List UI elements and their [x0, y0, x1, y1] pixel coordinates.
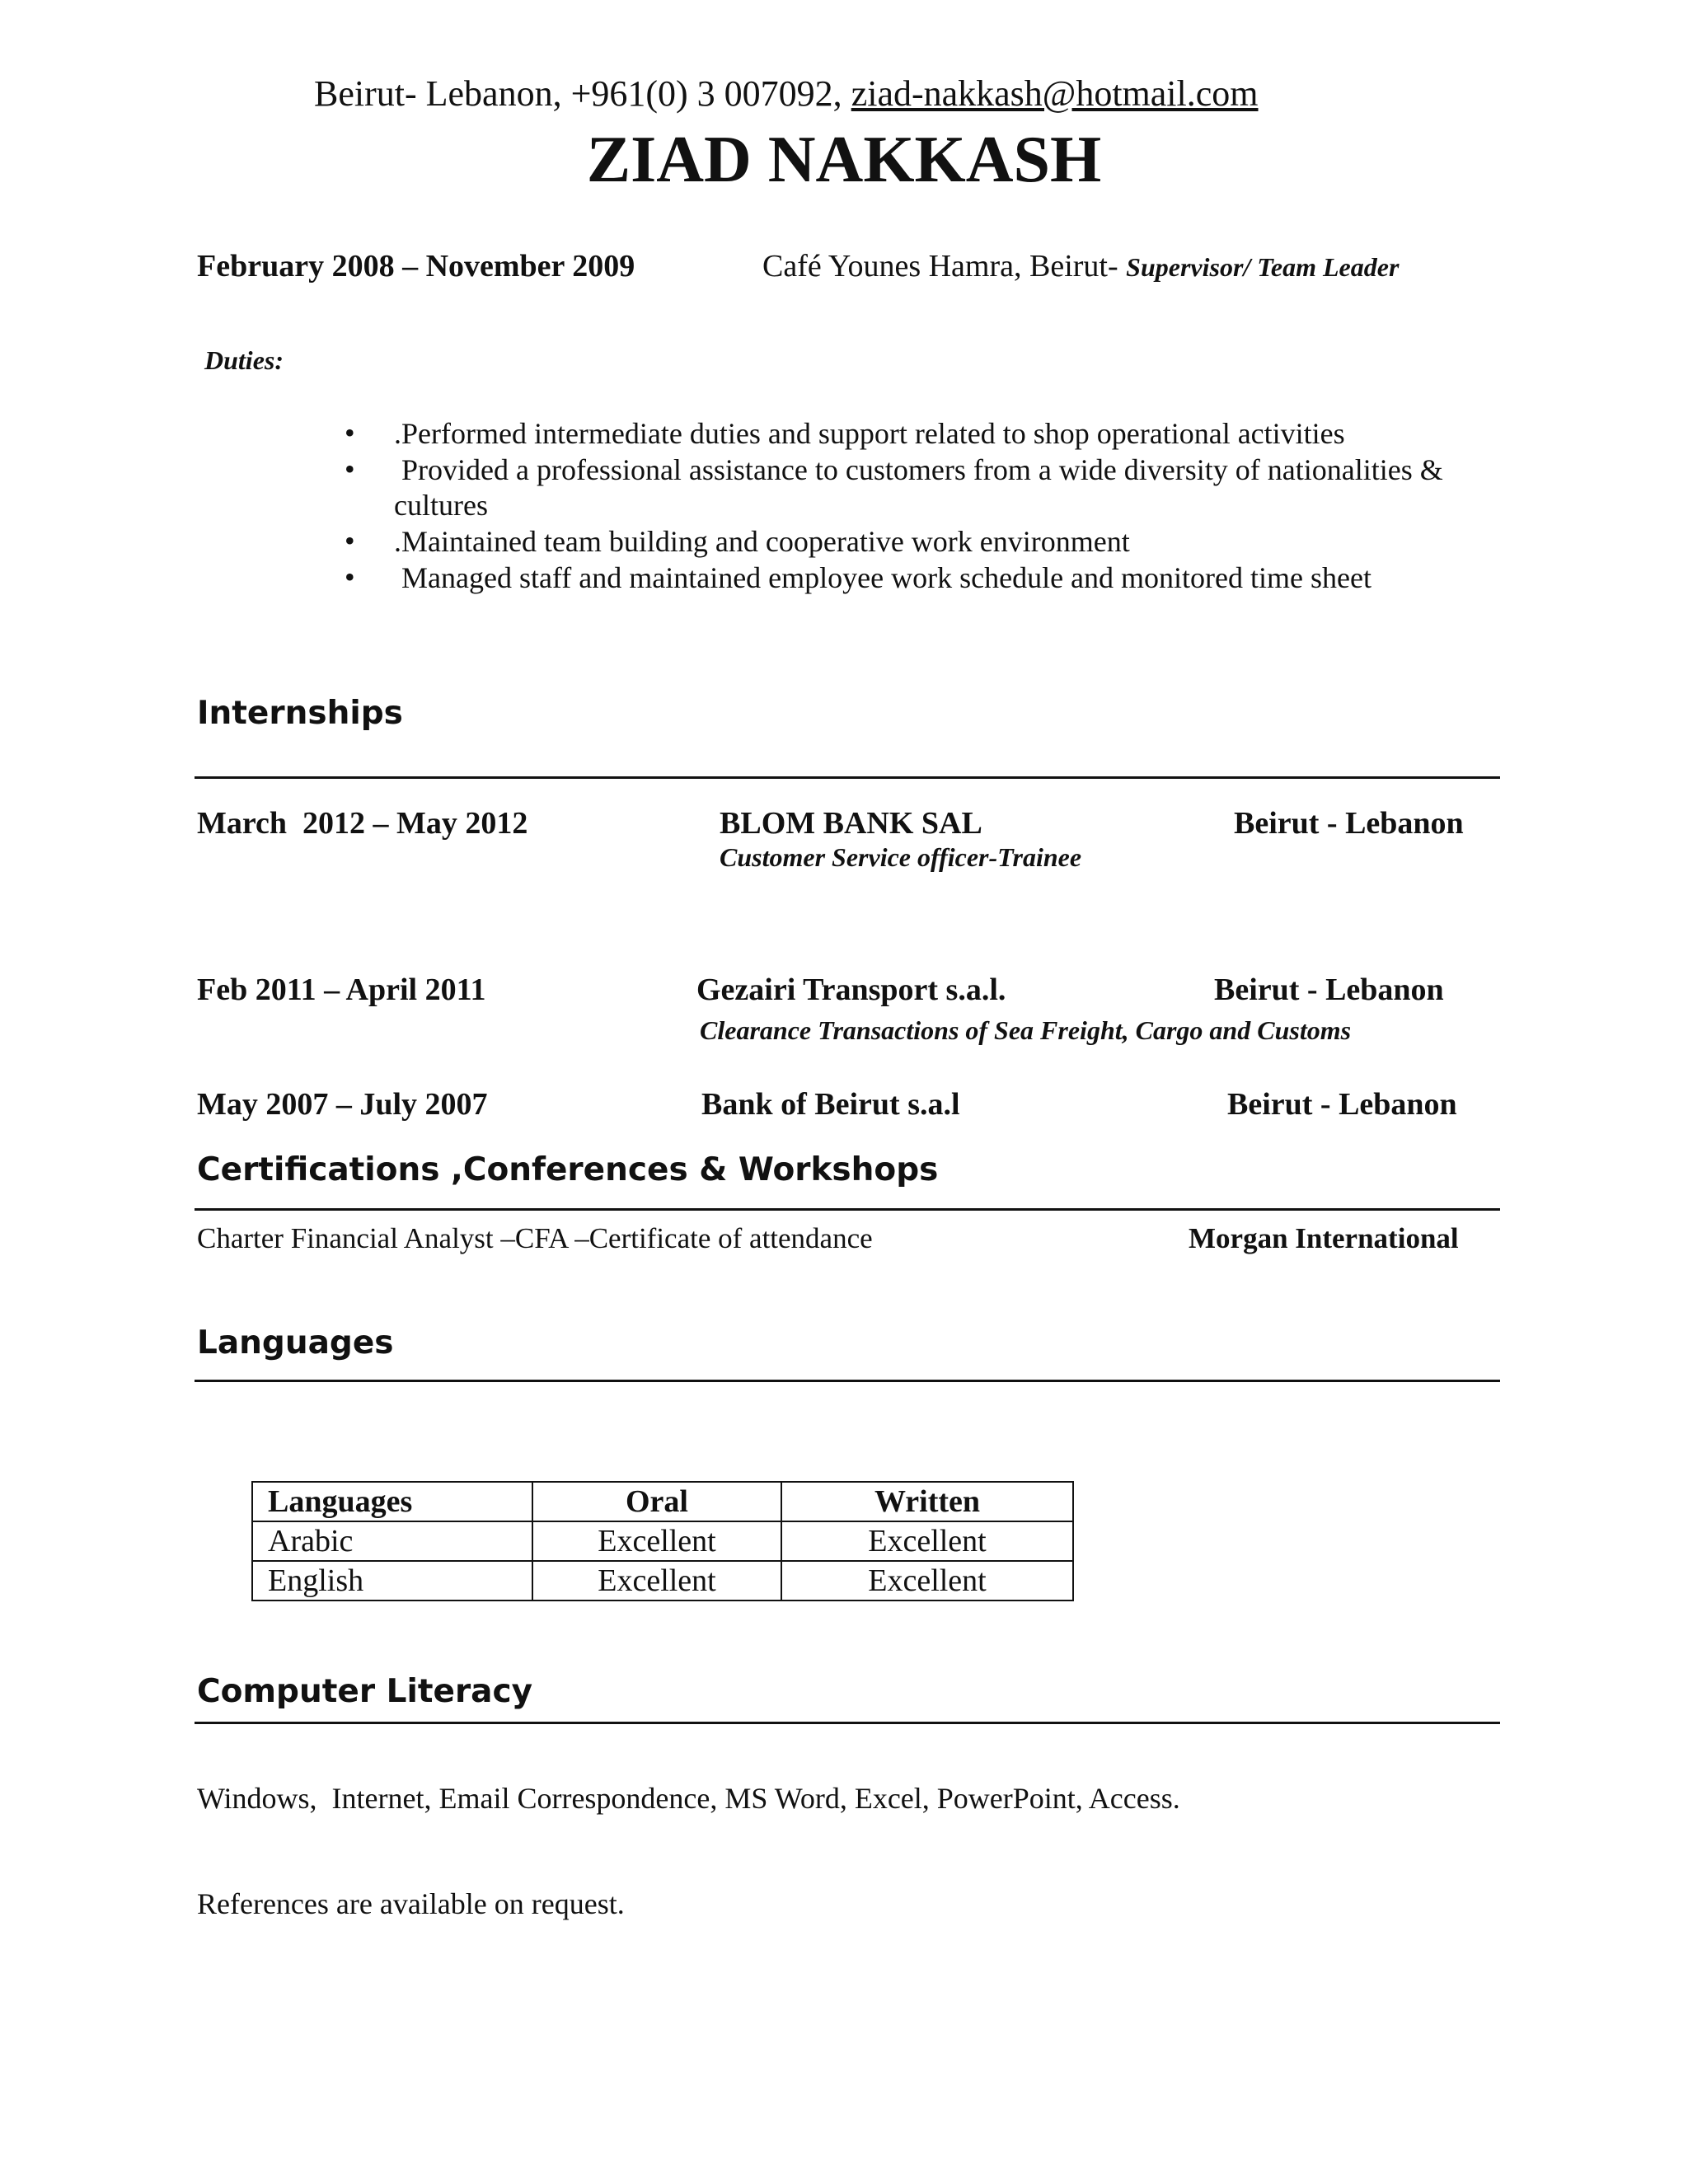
table-cell: Excellent: [781, 1521, 1073, 1561]
table-row: [252, 1561, 1073, 1601]
table-header-cell: Oral: [532, 1482, 781, 1521]
candidate-name: ZIAD NAKKASH: [586, 124, 1102, 196]
duty-item-continuation: cultures: [394, 489, 488, 522]
internship-company: Bank of Beirut s.a.l: [701, 1087, 960, 1122]
internship-role: Clearance Transactions of Sea Freight, Cargo and Customs: [700, 1015, 1352, 1045]
experience-employer-line: [762, 247, 1399, 286]
experience-employer: Café Younes Hamra, Beirut-: [762, 249, 1127, 284]
languages-table: [251, 1481, 1074, 1601]
duty-item: Provided a professional assistance to customers from a wide diversity of nationalities &: [394, 453, 1443, 486]
section-divider: [195, 776, 1500, 779]
internship-location: Beirut - Lebanon: [1227, 1087, 1457, 1122]
internship-company: BLOM BANK SAL: [720, 806, 982, 841]
table-cell: Excellent: [781, 1561, 1073, 1601]
duty-item: .Maintained team building and cooperative work environment: [394, 525, 1130, 558]
internship-location: Beirut - Lebanon: [1214, 972, 1444, 1007]
section-divider: [195, 1208, 1500, 1211]
table-row: [252, 1521, 1073, 1561]
email-link[interactable]: ziad-nakkash@hotmail.com: [851, 73, 1259, 114]
bullet-dot: •: [345, 560, 355, 593]
internship-location: Beirut - Lebanon: [1234, 806, 1464, 841]
experience-role: Supervisor/ Team Leader: [1126, 252, 1400, 282]
computer-skills: Windows, Internet, Email Correspondence, MS Word, Excel, PowerPoint, Access.: [197, 1782, 1180, 1815]
table-cell: English: [252, 1561, 532, 1601]
duty-item: Managed staff and maintained employee work schedule and monitored time sheet: [394, 561, 1372, 594]
table-header-cell: Languages: [252, 1482, 532, 1521]
experience-dates: February 2008 – November 2009: [197, 249, 635, 284]
section-heading-certifications: Certifications ,Conferences & Workshops: [197, 1151, 939, 1188]
duties-label: Duties:: [204, 345, 284, 375]
internship-dates: May 2007 – July 2007: [197, 1087, 488, 1122]
bullet-dot: •: [345, 524, 355, 557]
table-cell: Excellent: [532, 1561, 781, 1601]
internship-role: Customer Service officer-Trainee: [720, 842, 1082, 872]
certification-item: Charter Financial Analyst –CFA –Certificate of attendance: [197, 1222, 873, 1254]
certification-provider: Morgan International: [1189, 1222, 1459, 1254]
internship-dates: Feb 2011 – April 2011: [197, 972, 486, 1007]
section-divider: [195, 1722, 1500, 1724]
bullet-dot: •: [345, 452, 355, 485]
section-heading-languages: Languages: [197, 1324, 394, 1361]
table-cell: Excellent: [532, 1521, 781, 1561]
section-heading-computer-literacy: Computer Literacy: [197, 1673, 533, 1710]
contact-line: [314, 73, 1259, 115]
internship-company: Gezairi Transport s.a.l.: [696, 972, 1006, 1007]
bullet-dot: •: [345, 416, 355, 449]
table-cell: Arabic: [252, 1521, 532, 1561]
table-header-row: [252, 1482, 1073, 1521]
references-note: References are available on request.: [197, 1887, 625, 1920]
section-divider: [195, 1380, 1500, 1382]
contact-text: Beirut- Lebanon, +961(0) 3 007092,: [314, 73, 851, 114]
internship-dates: March 2012 – May 2012: [197, 806, 528, 841]
duty-item: .Performed intermediate duties and support related to shop operational activities: [394, 417, 1345, 450]
table-header-cell: Written: [781, 1482, 1073, 1521]
section-heading-internships: Internships: [197, 695, 403, 732]
